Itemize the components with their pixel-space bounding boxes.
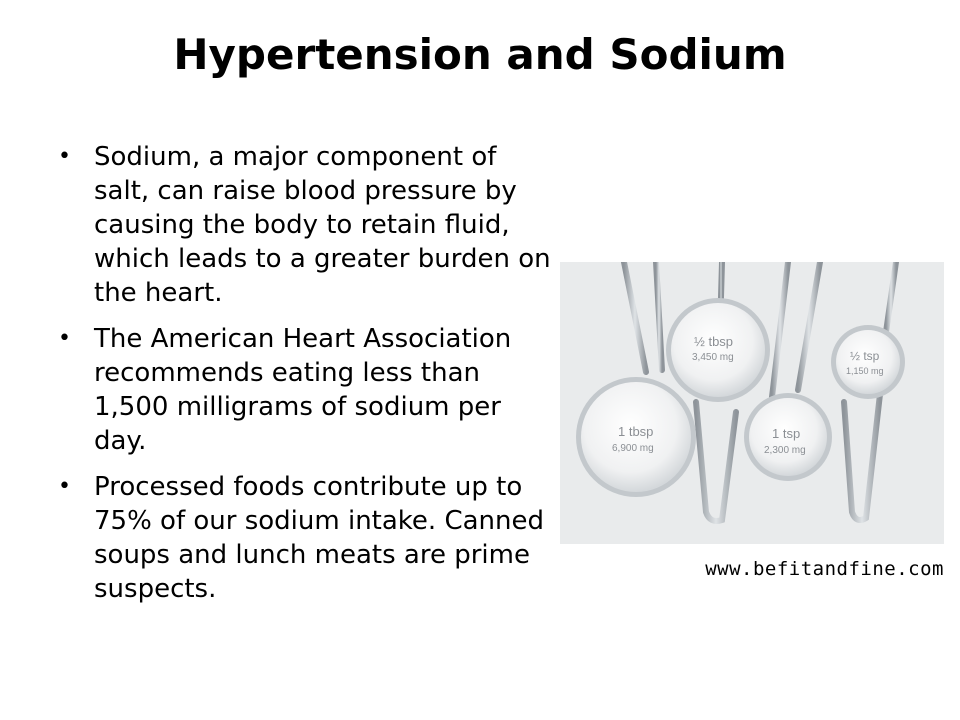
bullet-dot-icon: • [58, 474, 71, 499]
spoon-measure: 1 tsp [772, 426, 801, 441]
bullet-dot-icon: • [58, 144, 71, 169]
spoon-amount: 6,900 mg [612, 443, 654, 454]
spoon-half-tbsp [666, 298, 770, 402]
bullet-text: The American Heart Association recommends eating less than 1,500 milligrams of sodium per day. [94, 324, 512, 456]
image-credit: www.befitandfine.com [705, 558, 944, 580]
bullet-dot-icon: • [58, 326, 71, 351]
spoon-amount: 1,150 mg [846, 366, 884, 376]
spoon-half-tsp [831, 325, 905, 399]
bullet-list [58, 140, 556, 618]
bullet-item [58, 470, 556, 606]
bullet-item [58, 322, 556, 458]
bullet-text: Sodium, a major component of salt, can raise blood pressure by causing the body to retain fluid, which leads to a greater burden on the heart. [94, 142, 551, 308]
spoon-measure: ½ tsp [850, 349, 880, 363]
spoon-1-tsp [744, 393, 832, 481]
bullet-text: Processed foods contribute up to 75% of our sodium intake. Canned soups and lunch meats are prime suspects. [94, 472, 544, 604]
spoon-measure: ½ tbsp [694, 334, 734, 349]
spoon-amount: 2,300 mg [764, 445, 806, 456]
spoon-measure: 1 tbsp [618, 424, 654, 439]
spoon-amount: 3,450 mg [692, 352, 734, 363]
bullet-item [58, 140, 556, 310]
slide-title: Hypertension and Sodium [173, 30, 787, 79]
spoon-1-tbsp [576, 377, 696, 497]
salt-spoons-photo [560, 262, 944, 544]
